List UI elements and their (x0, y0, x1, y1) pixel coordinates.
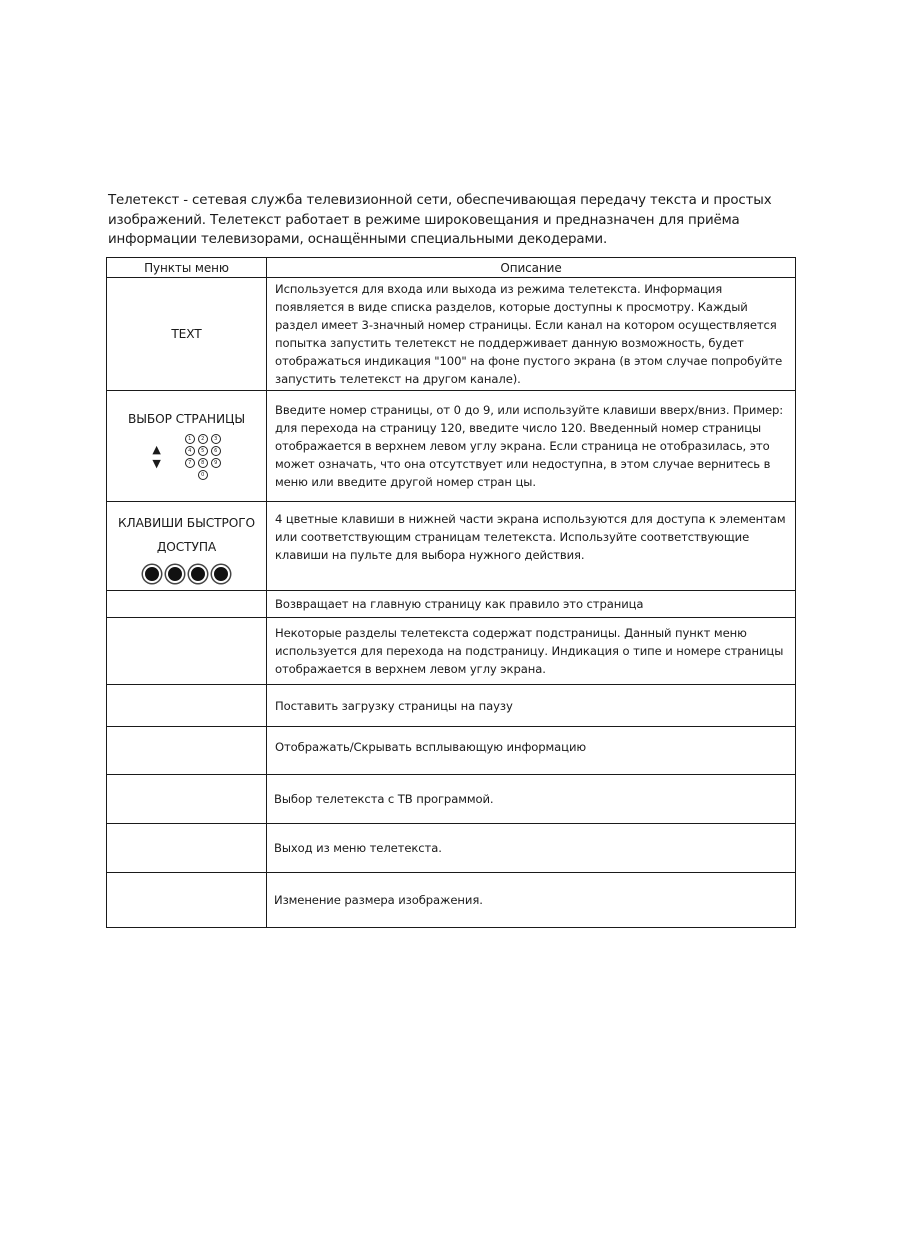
arrow-keys (152, 443, 160, 471)
description-cell: Поставить загрузку страницы на паузу (267, 685, 796, 727)
color-key-icon (212, 565, 230, 583)
description-cell: Изменение размера изображения. (267, 873, 796, 928)
key-6-icon: 6 (211, 446, 221, 456)
description-cell: Возвращает на главную страницу как правило это страница (267, 591, 796, 618)
teletext-menu-table (106, 257, 796, 928)
key-2-icon: 2 (198, 434, 208, 444)
table-row (107, 727, 796, 775)
table-row (107, 502, 796, 591)
item-fast-access (107, 502, 267, 591)
item-empty (107, 873, 267, 928)
item-empty (107, 727, 267, 775)
description-cell: Отображать/Скрывать всплывающую информацию (267, 727, 796, 775)
page-select-keys (107, 434, 266, 480)
item-label: ВЫБОР СТРАНИЦЫ (127, 412, 246, 426)
table-row (107, 391, 796, 502)
item-empty (107, 775, 267, 824)
key-4-icon: 4 (185, 446, 195, 456)
table-row (107, 591, 796, 618)
numeric-keypad-icon (185, 434, 221, 480)
color-key-icon (166, 565, 184, 583)
key-3-icon: 3 (211, 434, 221, 444)
table-header-row (107, 258, 796, 278)
key-1-icon: 1 (185, 434, 195, 444)
table-row (107, 278, 796, 391)
table-row (107, 873, 796, 928)
key-8-icon: 8 (198, 458, 208, 468)
key-7-icon: 7 (185, 458, 195, 468)
item-label: TEXT (171, 327, 202, 341)
table-row (107, 824, 796, 873)
item-empty (107, 618, 267, 685)
color-key-icon (189, 565, 207, 583)
table-row (107, 618, 796, 685)
key-9-icon: 9 (211, 458, 221, 468)
description-cell: Используется для входа или выхода из режима телетекста. Информация появляется в виде списка разделов, которые доступны к просмотру. Каждый раздел имеет 3-значный номер страницы. Если канал на котором осуществляется попытка запустить телетекст не поддерживает данную возможность, будет отображаться индикация "100" на фоне пустого экрана (в этом случае попробуйте запустить телетекст на другом канале). (267, 278, 796, 391)
item-empty (107, 824, 267, 873)
table-row (107, 775, 796, 824)
color-key-icon (143, 565, 161, 583)
description-cell: 4 цветные клавиши в нижней части экрана используются для доступа к элементам или соответствующим страницам телетекста. Используйте соответствующие клавиши на пульте для выбора нужного действия. (267, 502, 796, 591)
table-row (107, 685, 796, 727)
header-description: Описание (267, 258, 796, 278)
description-cell: Выбор телетекста с ТВ программой. (267, 775, 796, 824)
item-empty (107, 591, 267, 618)
intro-paragraph: Телетекст - сетевая служба телевизионной сети, обеспечивающая передачу текста и простых изображений. Телетекст работает в режиме широковещания и предназначен для приёма информации телевизорами, оснащёнными специальными декодерами. (108, 193, 772, 248)
description-cell: Выход из меню телетекста. (267, 824, 796, 873)
item-label: КЛАВИШИ БЫСТРОГО ДОСТУПА (117, 516, 256, 554)
arrow-down-icon: ▼ (152, 457, 161, 470)
item-empty (107, 685, 267, 727)
description-cell: Некоторые разделы телетекста содержат подстраницы. Данный пункт меню используется для перехода на подстраницу. Индикация о типе и номере страницы отображается в верхнем левом углу экрана. (267, 618, 796, 685)
key-0-icon: 0 (198, 470, 208, 480)
header-menu-items: Пункты меню (107, 258, 267, 278)
color-keys (107, 565, 266, 583)
key-5-icon: 5 (198, 446, 208, 456)
item-text (107, 278, 267, 391)
arrow-up-icon: ▲ (152, 443, 161, 456)
description-cell: Введите номер страницы, от 0 до 9, или используйте клавиши вверх/вниз. Пример: для перехода на страницу 120, введите число 120. Введенный номер страницы отображается в верхнем левом углу экрана. Если страница не отобразилась, это может означать, что она отсутствует или недоступна, в этом случае вернитесь в меню или введите другой номер стран цы. (267, 391, 796, 502)
item-page-select (107, 391, 267, 502)
